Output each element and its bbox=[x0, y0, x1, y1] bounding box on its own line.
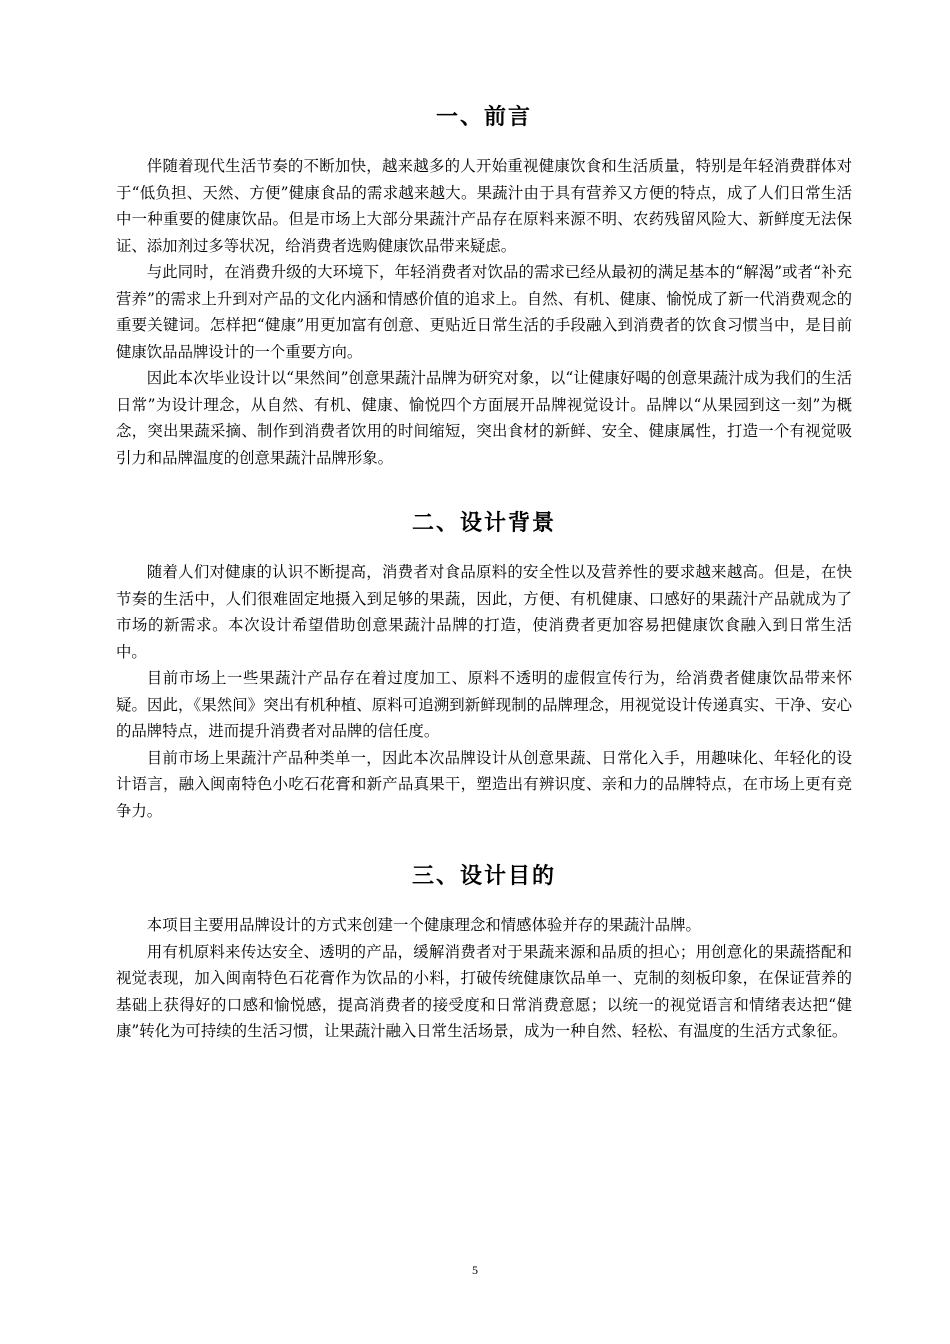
paragraph: 目前市场上一些果蔬汁产品存在着过度加工、原料不透明的虚假宣传行为，给消费者健康饮品带来怀疑。因此，《果然间》突出有机种植、原料可追溯到新鲜现制的品牌理念，用视觉设计传递真实、干净、安心的品牌特点，进而提升消费者对品牌的信任度。 bbox=[116, 669, 852, 740]
paragraph: 用有机原料来传达安全、透明的产品，缓解消费者对于果蔬来源和品质的担心；用创意化的果蔬搭配和视觉表现，加入闽南特色石花膏作为饮品的小料，打破传统健康饮品单一、克制的刻板印象，在保证营养的基础上获得好的口感和愉悦感，提高消费者的接受度和日常消费意愿；以统一的视觉语言和情绪表达把“健康”转化为可持续的生活习惯，让果蔬汁融入日常生活场景，成为一种自然、轻松、有温度的生活方式象征。 bbox=[116, 942, 852, 1040]
paragraph: 随着人们对健康的认识不断提高，消费者对食品原料的安全性以及营养性的要求越来越高。但是，在快节奏的生活中，人们很难固定地摄入到足够的果蔬，因此，方便、有机健康、口感好的果蔬汁产品就成为了市场的新需求。本次设计希望借助创意果蔬汁品牌的打造，使消费者更加容易把健康饮食融入到日常生活中。 bbox=[116, 563, 852, 661]
paragraph: 目前市场上果蔬汁产品种类单一，因此本次品牌设计从创意果蔬、日常化入手，用趣味化、年轻化的设计语言，融入闽南特色小吃石花膏和新产品真果干，塑造出有辨识度、亲和力的品牌特点，在市场上更有竞争力。 bbox=[116, 748, 852, 820]
paragraph: 伴随着现代生活节奏的不断加快，越来越多的人开始重视健康饮食和生活质量，特别是年轻消费群体对于“低负担、天然、方便”健康食品的需求越来越大。果蔬汁由于具有营养又方便的特点，成了人们日常生活中一种重要的健康饮品。但是市场上大部分果蔬汁产品存在原料来源不明、农药残留风险大、新鲜度无法保证、添加剂过多等状况，给消费者选购健康饮品带来疑虑。 bbox=[116, 157, 852, 255]
paragraph: 与此同时，在消费升级的大环境下，年轻消费者对饮品的需求已经从最初的满足基本的“解渴”或者“补充营养”的需求上升到对产品的文化内涵和情感价值的追求上。自然、有机、健康、愉悦成了新一代消费观念的重要关键词。怎样把“健康”用更加富有创意、更贴近日常生活的手段融入到消费者的饮食习惯当中，是目前健康饮品品牌设计的一个重要方向。 bbox=[116, 263, 852, 361]
section-title: 二、设计背景 bbox=[411, 511, 556, 536]
paragraph: 因此本次毕业设计以“果然间”创意果蔬汁品牌为研究对象，以“让健康好喝的创意果蔬汁成为我们的生活日常”为设计理念，从自然、有机、健康、愉悦四个方面展开品牌视觉设计。品牌以“从果园到这一刻”为概念，突出果蔬采摘、制作到消费者饮用的时间缩短，突出食材的新鲜、安全、健康属性，打造一个有视觉吸引力和品牌温度的创意果蔬汁品牌形象。 bbox=[116, 369, 852, 467]
section-design-background bbox=[116, 506, 852, 824]
page-content bbox=[116, 100, 852, 1045]
section-design-purpose bbox=[116, 859, 852, 1045]
section-title: 三、设计目的 bbox=[411, 864, 556, 889]
paragraph: 本项目主要用品牌设计的方式来创建一个健康理念和情感体验并存的果蔬汁品牌。 bbox=[146, 916, 701, 934]
section-preface bbox=[116, 100, 852, 471]
page-number: 5 bbox=[472, 1263, 478, 1277]
section-title: 一、前言 bbox=[435, 105, 532, 130]
